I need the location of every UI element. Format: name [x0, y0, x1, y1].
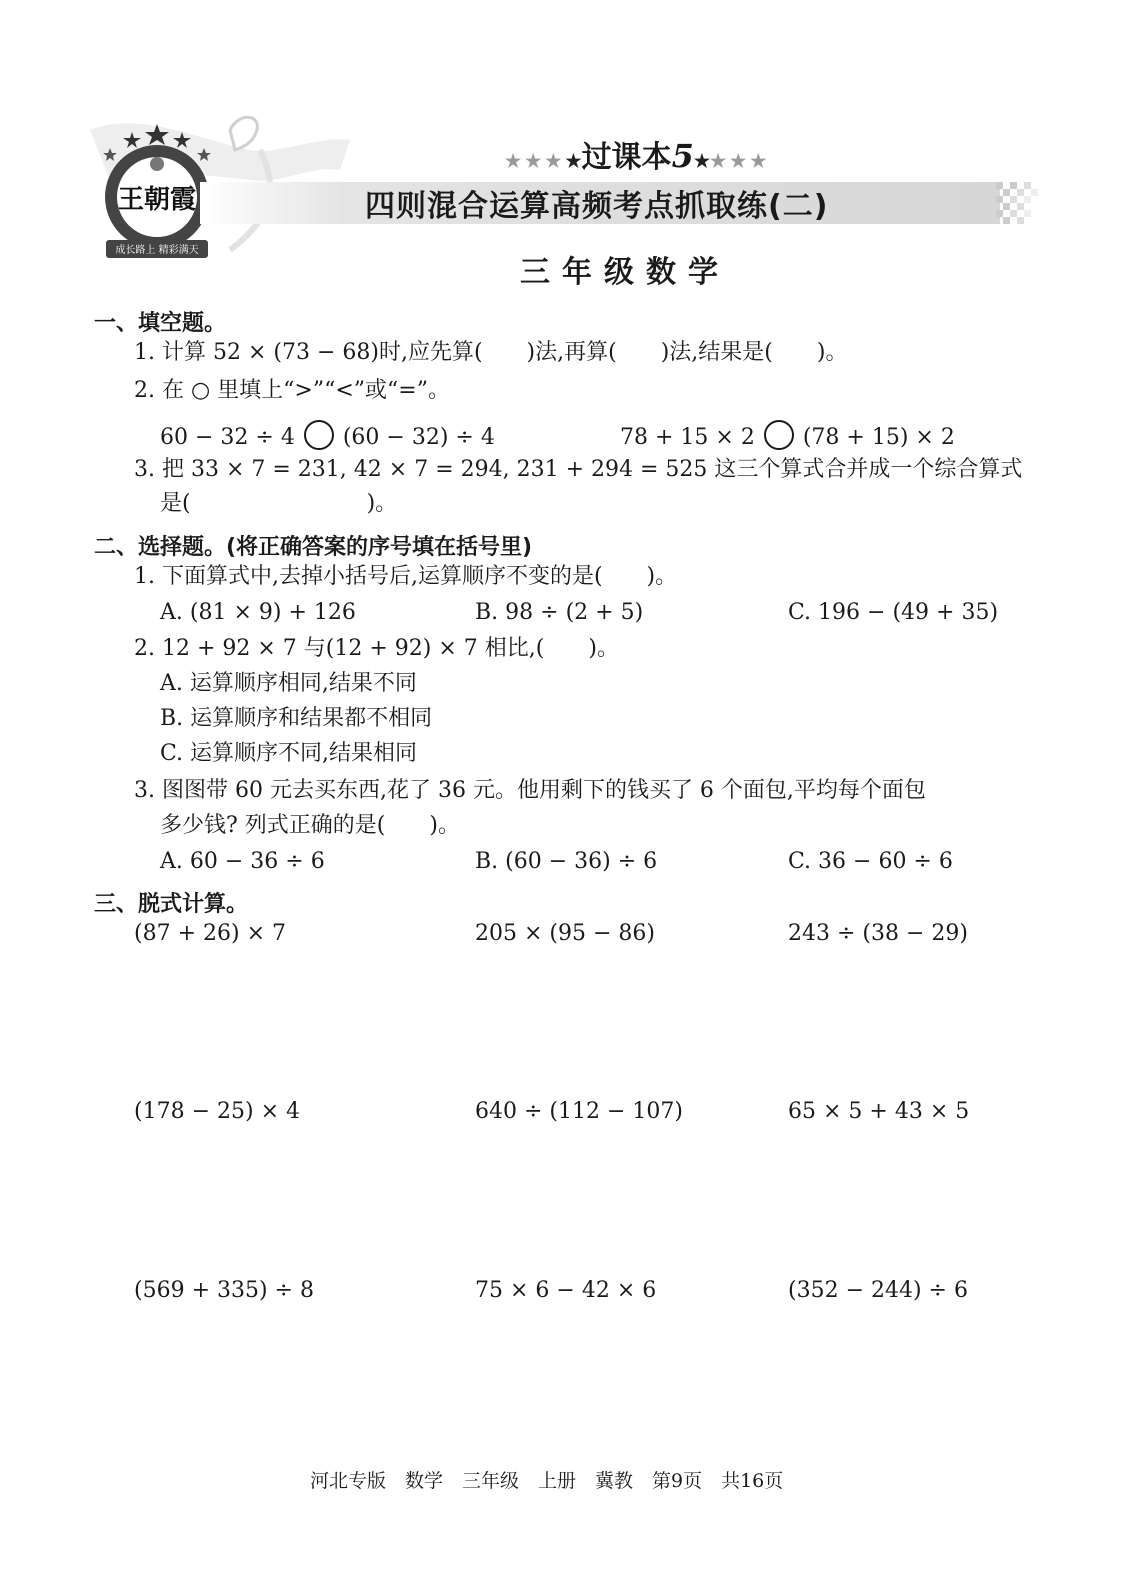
- compare-row: [160, 420, 495, 450]
- expression: (60 − 32) ÷ 4: [342, 425, 495, 450]
- option-a: A. 运算顺序相同,结果不同: [160, 671, 417, 696]
- calc-problem: 243 ÷ (38 − 29): [788, 921, 968, 946]
- question-text: 2. 在 ○ 里填上“>”“<”或“=”。: [134, 378, 450, 403]
- question-text: 3. 把 33 × 7 = 231, 42 × 7 = 294, 231 + 294 = 525 这三个算式合并成一个综合算式: [134, 457, 1023, 482]
- page-footer: 河北专版 数学 三年级 上册 冀教 第9页 共16页: [310, 1470, 784, 1492]
- calc-problem: (87 + 26) × 7: [134, 921, 286, 946]
- star-icon: ★★★: [505, 151, 566, 172]
- calc-problem: 75 × 6 − 42 × 6: [475, 1278, 657, 1303]
- question-text: 1. 下面算式中,去掉小括号后,运算顺序不变的是( )。: [134, 564, 678, 589]
- star-icon: ★: [565, 151, 582, 172]
- series-name: 过课本: [581, 140, 672, 175]
- part3-heading: 三、脱式计算。: [94, 892, 249, 917]
- option-a: A. 60 − 36 ÷ 6: [160, 849, 325, 874]
- compare-row: [620, 420, 955, 450]
- part1-heading: 一、填空题。: [94, 311, 227, 336]
- page-subtitle: 三年级数学: [520, 255, 730, 290]
- calc-problem: 640 ÷ (112 − 107): [475, 1099, 683, 1124]
- section-title: 四则混合运算高频考点抓取练(二): [365, 189, 829, 224]
- svg-text:成长路上 精彩满天: 成长路上 精彩满天: [115, 245, 199, 256]
- expression: (78 + 15) × 2: [802, 425, 955, 450]
- logo-seal: [98, 122, 216, 262]
- compare-circle[interactable]: [764, 420, 794, 450]
- star-icon: ★: [693, 151, 710, 172]
- expression: 78 + 15 × 2: [620, 425, 755, 450]
- calc-problem: 205 × (95 − 86): [475, 921, 655, 946]
- option-c: C. 196 − (49 + 35): [788, 600, 999, 625]
- star-icon: ★★★: [709, 151, 771, 172]
- svg-text:王朝霞: 王朝霞: [117, 185, 197, 215]
- series-label: [505, 132, 770, 176]
- option-c: C. 运算顺序不同,结果相同: [160, 741, 418, 766]
- option-b: B. 98 ÷ (2 + 5): [475, 600, 644, 625]
- question-text: 是( )。: [160, 491, 398, 516]
- expression: 60 − 32 ÷ 4: [160, 425, 295, 450]
- checker-decoration: [996, 182, 1038, 224]
- calc-problem: (178 − 25) × 4: [134, 1099, 300, 1124]
- question-text: 1. 计算 52 × (73 − 68)时,应先算( )法,再算( )法,结果是( )。: [134, 340, 848, 365]
- question-text: 3. 图图带 60 元去买东西,花了 36 元。他用剩下的钱买了 6 个面包,平均每个面包: [134, 778, 926, 803]
- option-a: A. (81 × 9) + 126: [160, 600, 356, 625]
- option-b: B. 运算顺序和结果都不相同: [160, 706, 433, 731]
- compare-circle[interactable]: [304, 420, 334, 450]
- question-text: 多少钱? 列式正确的是( )。: [160, 813, 460, 838]
- series-number: 5: [671, 137, 694, 175]
- part2-heading: 二、选择题。(将正确答案的序号填在括号里): [94, 535, 533, 560]
- calc-problem: 65 × 5 + 43 × 5: [788, 1099, 970, 1124]
- option-c: C. 36 − 60 ÷ 6: [788, 849, 953, 874]
- calc-problem: (569 + 335) ÷ 8: [134, 1278, 314, 1303]
- question-text: 2. 12 + 92 × 7 与(12 + 92) × 7 相比,( )。: [134, 636, 619, 661]
- calc-problem: (352 − 244) ÷ 6: [788, 1278, 968, 1303]
- option-b: B. (60 − 36) ÷ 6: [475, 849, 658, 874]
